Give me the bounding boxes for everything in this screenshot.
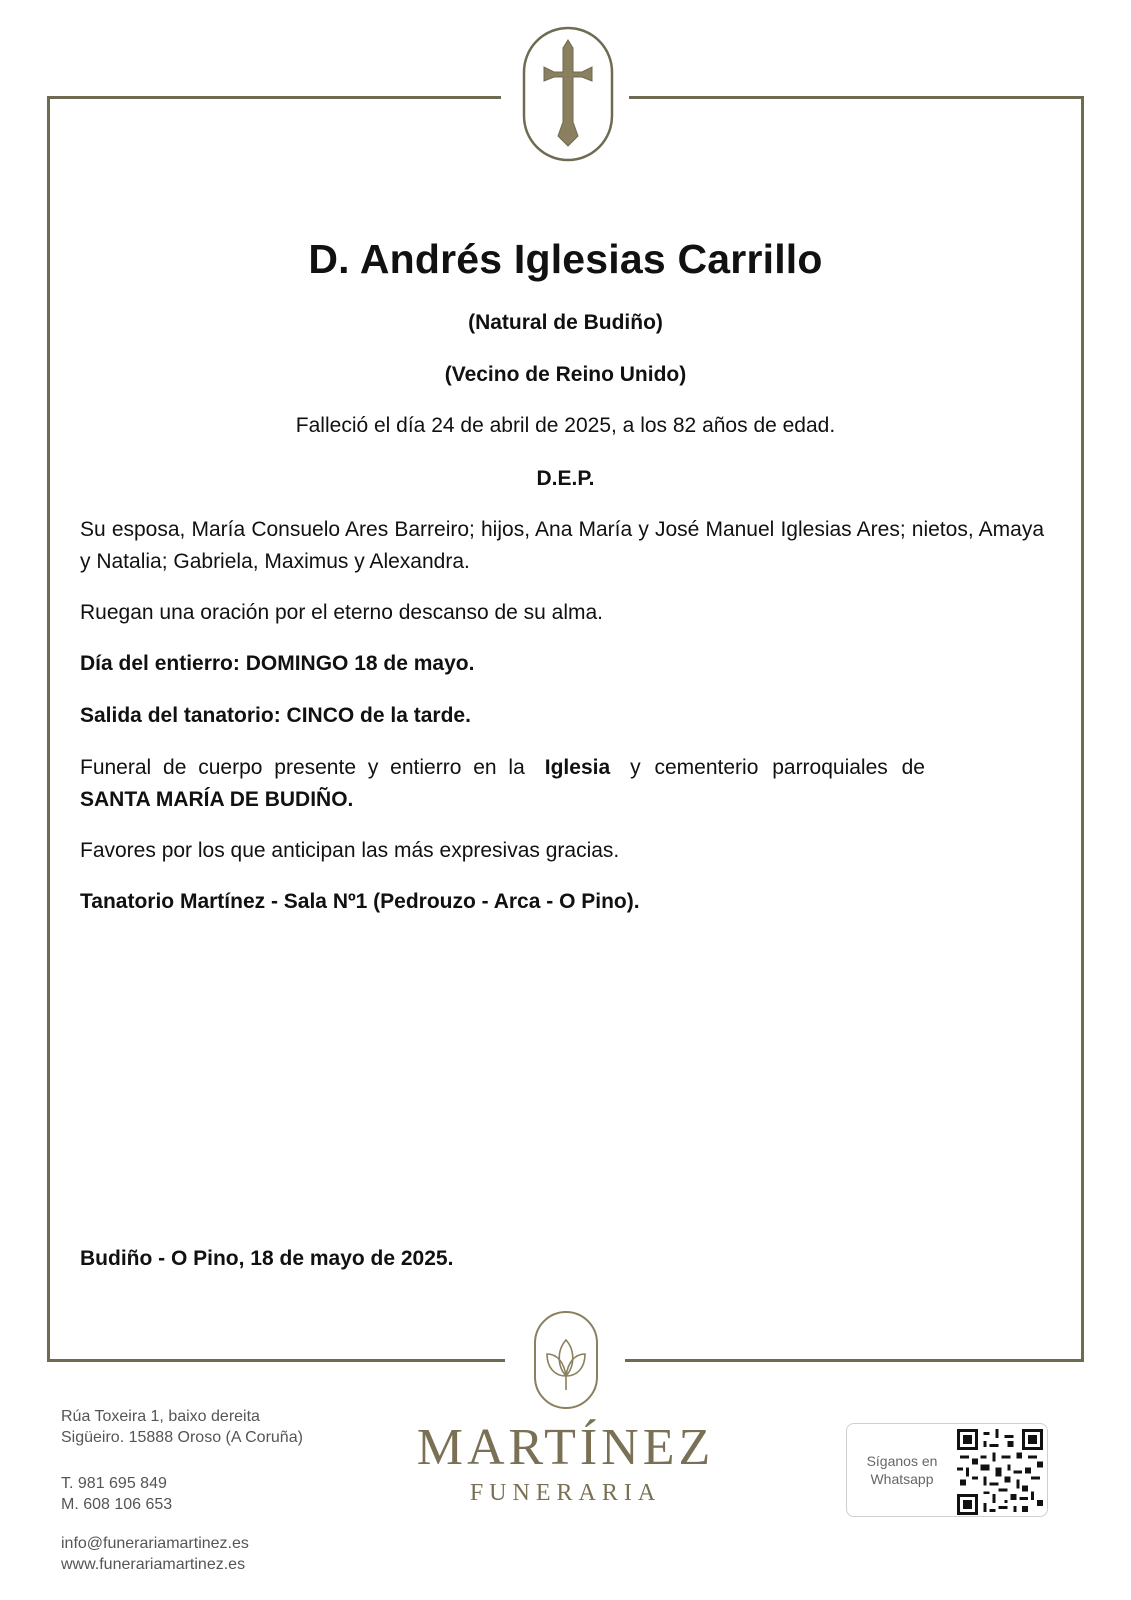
- mobile-number: M. 608 106 653: [61, 1496, 173, 1513]
- brand-subtitle: FUNERARIA: [469, 1480, 662, 1506]
- address-line-2: Sigüeiro. 15888 Oroso (A Coruña): [61, 1429, 303, 1446]
- tanatorio-departure: Salida del tanatorio: CINCO de la tarde.: [80, 704, 471, 727]
- thanks-paragraph: Favores por los que anticipan las más expresivas gracias.: [80, 839, 620, 862]
- address-block: [61, 1406, 303, 1448]
- funeral-rest: y cementerio parroquiales de: [630, 756, 925, 779]
- brand-name: MARTÍNEZ: [416, 1419, 715, 1476]
- qr-code-icon[interactable]: [957, 1429, 1043, 1515]
- flower-icon: [533, 1310, 599, 1410]
- whatsapp-line-1: Síganos en: [866, 1453, 938, 1469]
- deceased-name: D. Andrés Iglesias Carrillo: [308, 236, 823, 282]
- whatsapp-line-2: Whatsapp: [870, 1471, 934, 1487]
- date-place: Budiño - O Pino, 18 de mayo de 2025.: [80, 1247, 454, 1270]
- family-paragraph: Su esposa, María Consuelo Ares Barreiro; hijos, Ana María y José Manuel Iglesias Ares; nietos, Amaya y Natalia; Gabriela, Maximus y Alexandra.: [80, 518, 1044, 573]
- address-line-1: Rúa Toxeira 1, baixo dereita: [61, 1408, 260, 1425]
- whatsapp-text: [857, 1452, 947, 1488]
- prayer-paragraph: Ruegan una oración por el eterno descanso de su alma.: [80, 601, 604, 624]
- email-link[interactable]: info@funerariamartinez.es: [61, 1535, 249, 1552]
- web-block: [61, 1533, 249, 1575]
- funeral-first-line: [80, 752, 925, 784]
- website-link[interactable]: www.funerariamartinez.es: [61, 1556, 246, 1573]
- death-notice: Falleció el día 24 de abril de 2025, a los 82 años de edad.: [295, 414, 836, 437]
- phone-block: [61, 1473, 172, 1515]
- funeral-church: Iglesia: [544, 756, 611, 779]
- funeral-paragraph: [80, 752, 940, 816]
- whatsapp-box[interactable]: [846, 1423, 1048, 1517]
- origin-line: (Natural de Budiño): [468, 311, 663, 334]
- residence-line: (Vecino de Reino Unido): [444, 363, 687, 386]
- cross-icon: [522, 26, 614, 162]
- dep-line: D.E.P.: [536, 467, 595, 490]
- funeral-place: SANTA MARÍA DE BUDIÑO.: [80, 788, 354, 811]
- funeral-intro: Funeral de cuerpo presente y entierro en la: [80, 756, 525, 779]
- burial-day: Día del entierro: DOMINGO 18 de mayo.: [80, 652, 475, 675]
- phone-number: T. 981 695 849: [61, 1475, 167, 1492]
- tanatorio-room: Tanatorio Martínez - Sala Nº1 (Pedrouzo - Arca - O Pino).: [80, 890, 640, 913]
